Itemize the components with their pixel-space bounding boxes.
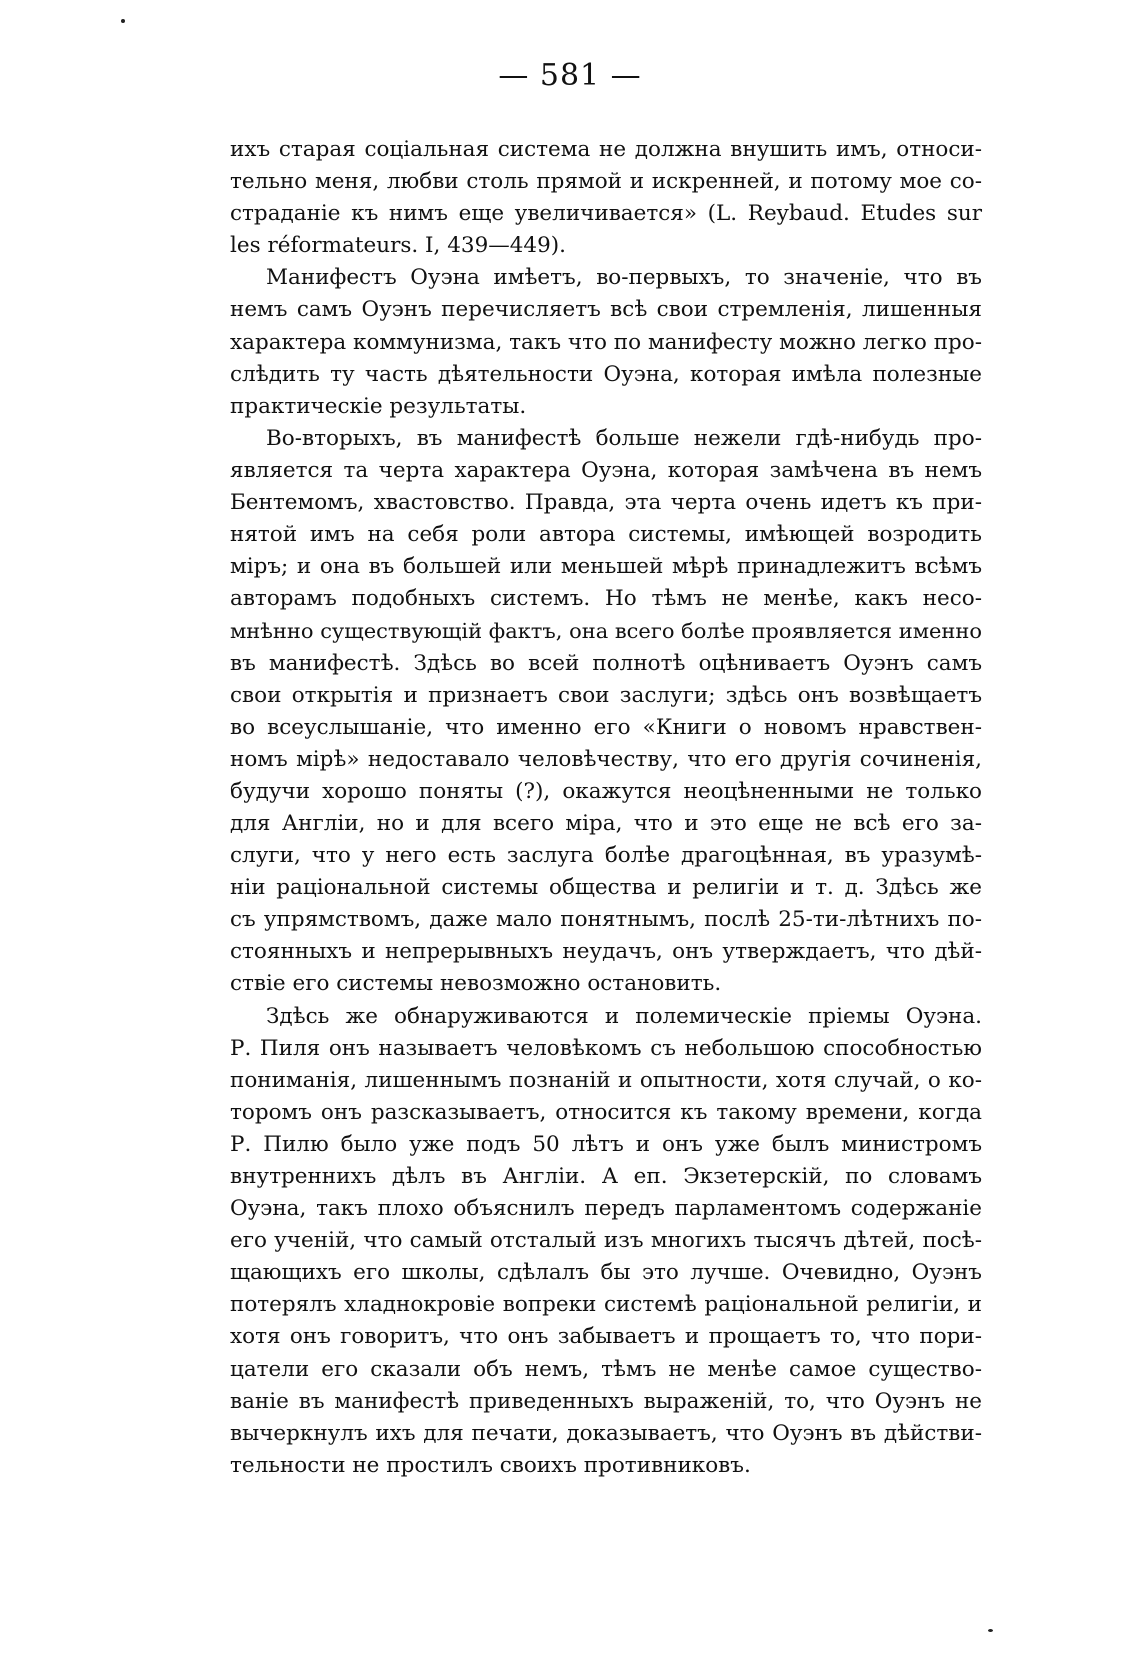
text-line: внутреннихъ дѣлъ въ Англіи. А еп. Экзетерскій, по словамъ (230, 1164, 982, 1189)
text-line: міръ; и она въ большей или меньшей мѣрѣ принадлежитъ всѣмъ (230, 554, 982, 580)
text-line: тельно меня, любви столь прямой и искренней, и потому мое со- (230, 169, 982, 195)
scan-speck-bottom-right (988, 1629, 993, 1632)
scan-speck-top-left (121, 19, 125, 23)
text-line: въ манифестѣ. Здѣсь во всей полнотѣ оцѣниваетъ Оуэнъ самъ (230, 650, 982, 676)
text-line: номъ мірѣ» недоставало человѣчеству, что его другія сочиненія, (230, 746, 982, 772)
text-line: Р. Пилю было уже подъ 50 лѣтъ и онъ уже былъ министромъ (230, 1131, 982, 1157)
text-line: щающихъ его школы, сдѣлалъ бы это лучше. Очевидно, Оуэнъ (230, 1260, 982, 1286)
text-line: стоянныхъ и непрерывныхъ неудачъ, онъ утверждаетъ, что дѣй- (230, 939, 982, 965)
text-line: ихъ старая соціальная система не должна внушить имъ, относи- (230, 137, 982, 162)
text-line: слѣдить ту часть дѣятельности Оуэна, которая имѣла полезные (230, 361, 982, 387)
text-line: во всеуслышаніе, что именно его «Книги о новомъ нравствен- (230, 714, 982, 740)
text-line: ніи раціональной системы общества и религіи и т. д. Здѣсь же (230, 875, 982, 901)
text-line: Р. Пиля онъ называетъ человѣкомъ съ небольшою способностью (230, 1035, 982, 1061)
text-line: Бентемомъ, хвастовство. Правда, эта черта очень идетъ къ при- (230, 490, 982, 516)
text-line: является та черта характера Оуэна, которая замѣчена въ немъ (230, 457, 982, 483)
text-line: мнѣнно существующій фактъ, она всего болѣе проявляется именно (230, 619, 982, 644)
text-line: торомъ онъ разсказываетъ, относится къ такому времени, когда (230, 1099, 982, 1125)
paragraph-3 (230, 423, 982, 1001)
text-line: Оуэна, такъ плохо объяснилъ передъ парламентомъ содержаніе (230, 1196, 982, 1222)
text-line: хотя онъ говоритъ, что онъ забываетъ и прощаетъ то, что пори- (230, 1324, 982, 1350)
page-body (230, 134, 982, 1482)
text-line: ваніе въ манифестѣ приведенныхъ выраженій, то, что Оуэнъ не (230, 1388, 982, 1414)
text-line: цатели его сказали объ немъ, тѣмъ не менѣе самое существо- (230, 1356, 982, 1382)
text-line: Здѣсь же обнаруживаются и полемическіе пріемы Оуэна. (266, 1003, 982, 1029)
paragraph-1 (230, 134, 982, 262)
text-line: его ученій, что самый отсталый изъ многихъ тысячъ дѣтей, посѣ- (230, 1228, 982, 1254)
text-line: вычеркнулъ ихъ для печати, доказываетъ, что Оуэнъ въ дѣйстви- (230, 1420, 982, 1446)
text-line: les réformateurs. I, 439—449). (230, 233, 567, 259)
paragraph-2 (230, 262, 982, 422)
text-line: тельности не простилъ своихъ противниковъ. (230, 1452, 751, 1478)
text-line: потерялъ хладнокровіе вопреки системѣ раціональной религіи, и (230, 1292, 982, 1318)
text-line: съ упрямствомъ, даже мало понятнымъ, послѣ 25-ти-лѣтнихъ по- (230, 907, 982, 933)
text-line: пониманія, лишеннымъ познаній и опытности, хотя случай, о ко- (230, 1067, 982, 1093)
text-line: практическіе результаты. (230, 393, 527, 419)
text-line: Манифестъ Оуэна имѣетъ, во-первыхъ, то значеніе, что въ (266, 265, 982, 291)
text-line: немъ самъ Оуэнъ перечисляетъ всѣ свои стремленія, лишенныя (230, 297, 982, 323)
text-line: нятой имъ на себя роли автора системы, имѣющей возродить (230, 522, 982, 548)
text-line: слуги, что у него есть заслуга болѣе драгоцѣнная, въ уразумѣ- (230, 843, 982, 869)
text-line: страданіе къ нимъ еще увеличивается» (L. Reybaud. Etudes sur (230, 201, 982, 227)
text-line: для Англіи, но и для всего міра, что и это еще не всѣ его за- (230, 810, 982, 836)
page-number: — 581 — (498, 58, 642, 93)
text-line: авторамъ подобныхъ системъ. Но тѣмъ не менѣе, какъ несо- (230, 586, 982, 612)
text-line: Во-вторыхъ, въ манифестѣ больше нежели гдѣ-нибудь про- (266, 425, 982, 451)
text-line: свои открытія и признаетъ свои заслуги; здѣсь онъ возвѣщаетъ (230, 682, 982, 708)
paragraph-4 (230, 1001, 982, 1482)
text-line: характера коммунизма, такъ что по манифесту можно легко про- (230, 329, 982, 355)
text-line: ствіе его системы невозможно остановить. (230, 971, 722, 997)
text-line: будучи хорошо поняты (?), окажутся неоцѣненными не только (230, 778, 982, 804)
